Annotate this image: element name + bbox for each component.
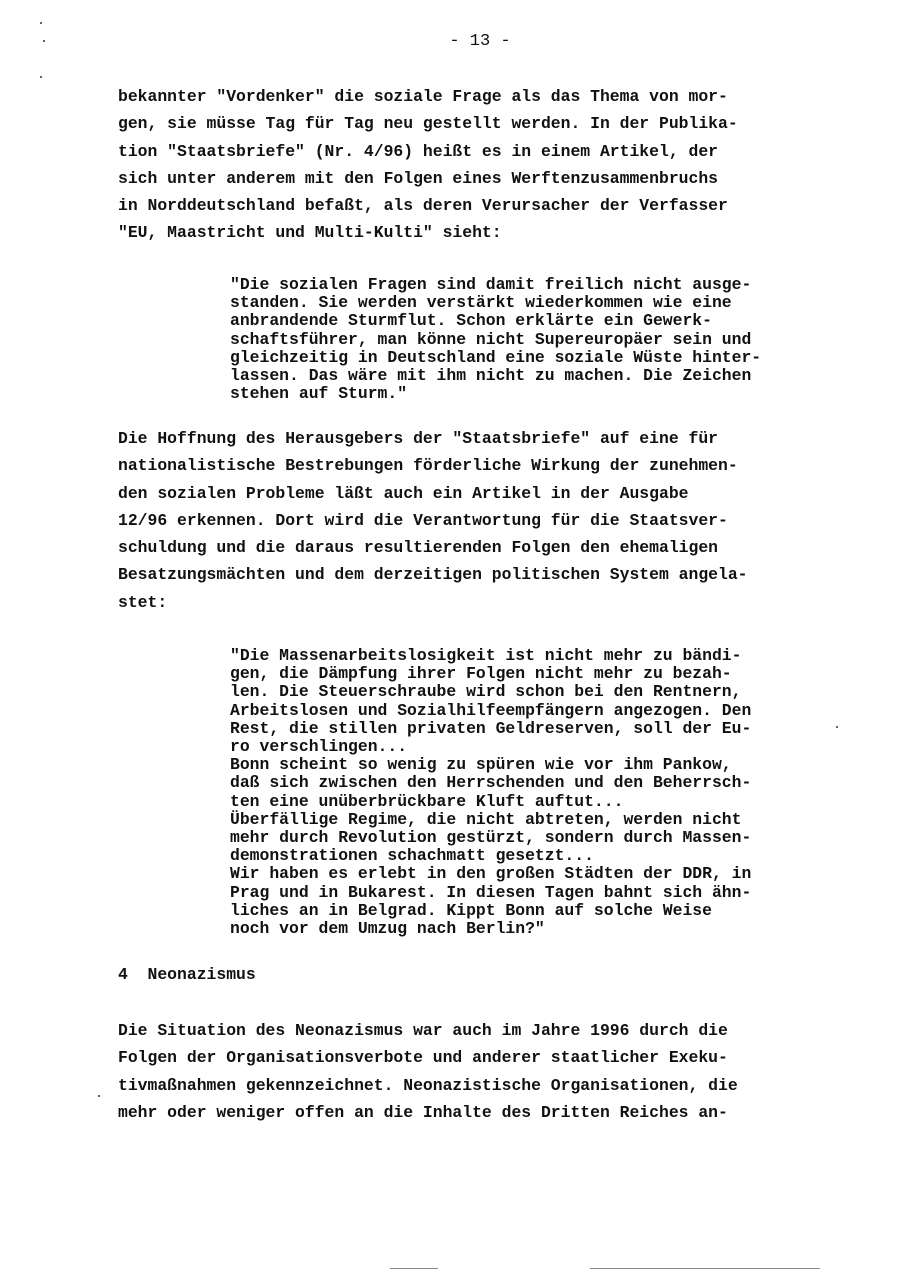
block-quote-2: "Die Massenarbeitslosigkeit ist nicht mehr zu bändi- gen, die Dämpfung ihrer Folgen nicht mehr zu bezah- len. Die Steuerschraube wird schon bei den Rentnern, Arbeitslosen und Sozialhilfeempfängern angezogen. Den Rest, die stillen privaten Geldreserven, soll der Eu- ro verschlingen... Bonn scheint so wenig zu spüren wie vor ihm Pankow, daß sich zwischen den Herrschenden und den Beherrsch- ten eine unüberbrückbare Kluft auftut... Überfällige Regime, die nicht abtreten, werden nicht mehr durch Revolution gestürzt, sondern durch Massen- demonstrationen schachmatt gesetzt... Wir haben es erlebt in den großen Städten der DDR, in Prag und in Bukarest. In diesen Tagen bahnt sich ähn- liches an in Belgrad. Kippt Bonn auf solche Weise noch vor dem Umzug nach Berlin?": [230, 646, 752, 939]
body-paragraph-1: bekannter "Vordenker" die soziale Frage als das Thema von mor- gen, sie müsse Tag für Tag neu gestellt werden. In der Publika- tion "Staatsbriefe" (Nr. 4/96) heißt es in einem Artikel, der sich unter anderem mit den Folgen eines Werftenzusammenbruchs in Norddeutschland befaßt, als deren Verursacher der Verfasser "EU, Maastricht und Multi-Kulti" sieht:: [118, 87, 738, 243]
scan-edge-line: [390, 1268, 438, 1269]
section-heading: 4 Neonazismus: [118, 965, 256, 984]
scan-edge-line: [590, 1268, 820, 1269]
scan-speck: [40, 76, 42, 78]
scan-speck: [98, 1095, 100, 1097]
body-paragraph-2: Die Hoffnung des Herausgebers der "Staatsbriefe" auf eine für nationalistische Bestrebungen förderliche Wirkung der zunehmen- den sozialen Probleme läßt auch ein Artikel in der Ausgabe 12/96 erkennen. Dort wird die Verantwortung für die Staatsver- schuldung und die daraus resultierenden Folgen den ehemaligen Besatzungsmächten und dem derzeitigen politischen System angela- stet:: [118, 429, 748, 612]
scan-speck: [43, 40, 45, 42]
page-number: - 13 -: [449, 32, 511, 51]
block-quote-1: "Die sozialen Fragen sind damit freilich nicht ausge- standen. Sie werden verstärkt wiederkommen wie eine anbrandende Sturmflut. Schon erklärte ein Gewerk- schaftsführer, man könne nicht Supereuropäer sein und gleichzeitig in Deutschland eine soziale Wüste hinter- lassen. Das wäre mit ihm nicht zu machen. Die Zeichen stehen auf Sturm.": [230, 275, 762, 404]
scan-speck: [40, 22, 42, 24]
scan-speck: [836, 726, 838, 728]
body-paragraph-3: Die Situation des Neonazismus war auch im Jahre 1996 durch die Folgen der Organisationsverbote und anderer staatlicher Exeku- tivmaßnahmen gekennzeichnet. Neonazistische Organisationen, die mehr oder weniger offen an die Inhalte des Dritten Reiches an-: [118, 1021, 738, 1122]
